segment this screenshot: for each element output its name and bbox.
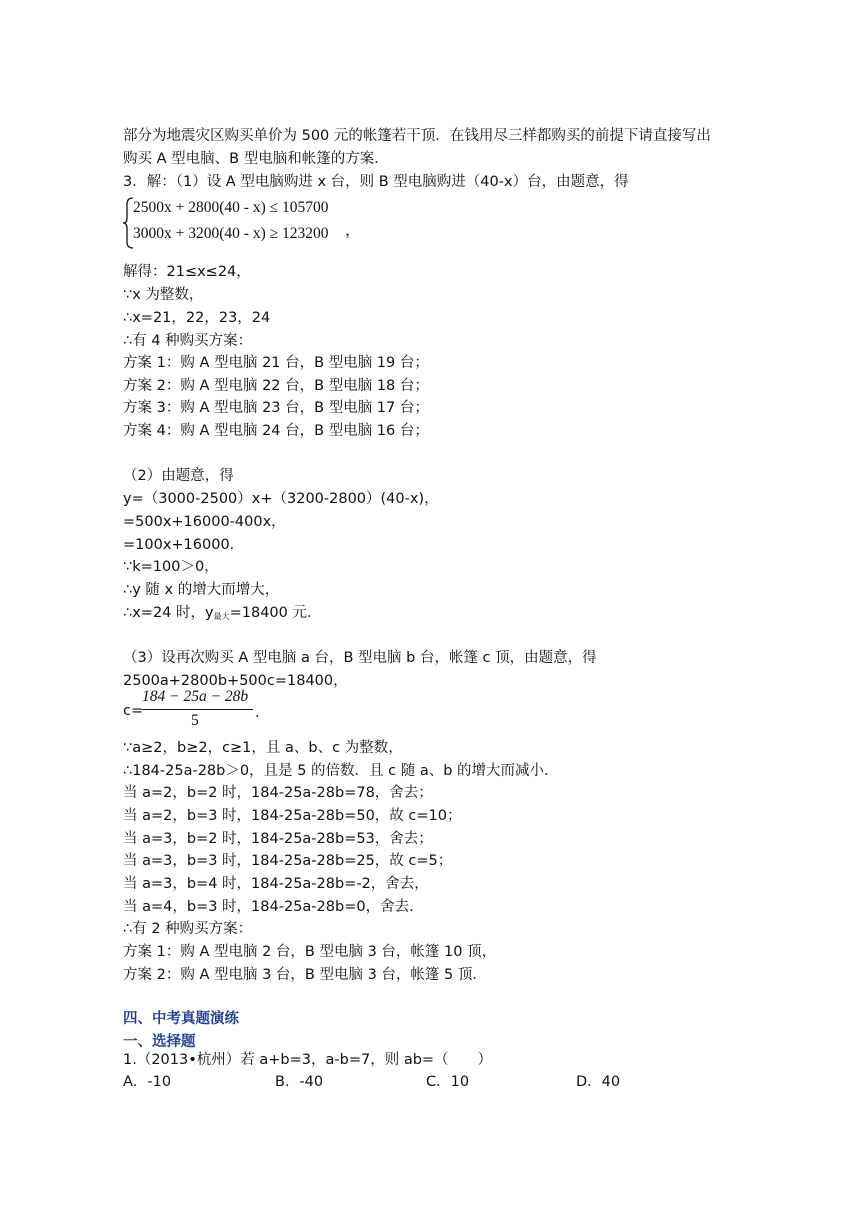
- part2-line: ∵k=100＞0，: [123, 559, 219, 575]
- system-trailing-comma: ，: [345, 222, 361, 239]
- case-line: 当 a=3，b=3 时，184-25a-28b=25，故 c=5；: [123, 853, 453, 869]
- part1-line: ∵x 为整数，: [123, 287, 204, 303]
- plan-line: 方案 2：购 A 型电脑 22 台，B 型电脑 18 台；: [123, 378, 429, 394]
- max-suffix: =18400 元．: [229, 605, 322, 621]
- option-c: C．10: [426, 1074, 470, 1090]
- case-line: 当 a=4，b=3 时，184-25a-28b=0，舍去．: [123, 899, 424, 915]
- max-prefix: ∴x=24 时，y: [123, 605, 214, 621]
- plan-line: 方案 3：购 A 型电脑 23 台，B 型电脑 17 台；: [123, 400, 429, 416]
- part2-line: =100x+16000．: [123, 537, 245, 553]
- part3-line: （3）设再次购买 A 型电脑 a 台，B 型电脑 b 台，帐篷 c 顶，由题意，得: [123, 650, 597, 666]
- question-1: 1.（2013•杭州）若 a+b=3，a-b=7，则 ab=（ ）: [123, 1052, 493, 1068]
- solution-3-header: 3．解：（1）设 A 型电脑购进 x 台，则 B 型电脑购进（40-x）台，由题意，得: [123, 174, 629, 190]
- fraction-numerator: 184 − 25a − 28b: [142, 688, 249, 705]
- option-b: B．-40: [275, 1074, 324, 1090]
- part2-line: ∴y 随 x 的增大而增大，: [123, 582, 280, 598]
- case-line: 当 a=3，b=4 时，184-25a-28b=-2，舍去，: [123, 876, 429, 892]
- intro-line-1: 部分为地震灾区购买单价为 500 元的帐篷若干顶．在钱用尽三样都购买的前提下请直接写出: [123, 128, 711, 144]
- max-subscript: 最大: [213, 612, 230, 621]
- section-subtitle: 一、选择题: [123, 1034, 196, 1050]
- fraction-denominator: 5: [191, 712, 199, 729]
- plan-line: 方案 2：购 A 型电脑 3 台，B 型电脑 3 台，帐篷 5 顶．: [123, 967, 487, 983]
- inequality-2: 3000x + 3200(40 - x) ≥ 123200: [133, 225, 329, 242]
- plan-line: 方案 1：购 A 型电脑 21 台，B 型电脑 19 台；: [123, 355, 429, 371]
- fraction-bar: [142, 709, 253, 710]
- option-d: D．40: [576, 1074, 621, 1090]
- case-line: 当 a=2，b=3 时，184-25a-28b=50，故 c=10；: [123, 808, 462, 824]
- section-title: 四、中考真题演练: [123, 1011, 239, 1027]
- part2-line: y=（3000-2500）x+（3200-2800）(40-x)，: [123, 491, 439, 507]
- part3-line: ∴184-25a-28b＞0，且是 5 的倍数．且 c 随 a、b 的增大而减小．: [123, 763, 559, 779]
- fraction-expression: [123, 688, 293, 734]
- plan-line: 方案 1：购 A 型电脑 2 台，B 型电脑 3 台，帐篷 10 顶，: [123, 944, 497, 960]
- part2-max-line: [123, 603, 322, 627]
- part2-line: （2）由题意，得: [123, 468, 234, 484]
- case-line: 当 a=3，b=2 时，184-25a-28b=53，舍去；: [123, 831, 433, 847]
- case-line: 当 a=2，b=2 时，184-25a-28b=78，舍去；: [123, 785, 433, 801]
- part1-line: ∴x=21，22，23，24: [123, 310, 271, 326]
- part2-line: =500x+16000-400x，: [123, 514, 286, 530]
- inequality-1: 2500x + 2800(40 - x) ≤ 105700: [133, 199, 329, 216]
- fraction-trailing-period: ．: [255, 705, 270, 721]
- fraction-lhs: c=: [123, 703, 144, 719]
- part1-line: 解得：21≤x≤24，: [123, 264, 251, 280]
- inequality-system: [123, 196, 383, 250]
- part1-line: ∴有 4 种购买方案：: [123, 333, 253, 349]
- intro-line-2: 购买 A 型电脑、B 型电脑和帐篷的方案．: [123, 151, 389, 167]
- plan-line: 方案 4：购 A 型电脑 24 台，B 型电脑 16 台；: [123, 423, 429, 439]
- option-a: A．-10: [123, 1074, 172, 1090]
- part3-line: ∴有 2 种购买方案：: [123, 921, 253, 937]
- part3-line: ∵a≥2，b≥2，c≥1，且 a、b、c 为整数，: [123, 740, 403, 756]
- part3-line: 2500a+2800b+500c=18400，: [123, 673, 348, 689]
